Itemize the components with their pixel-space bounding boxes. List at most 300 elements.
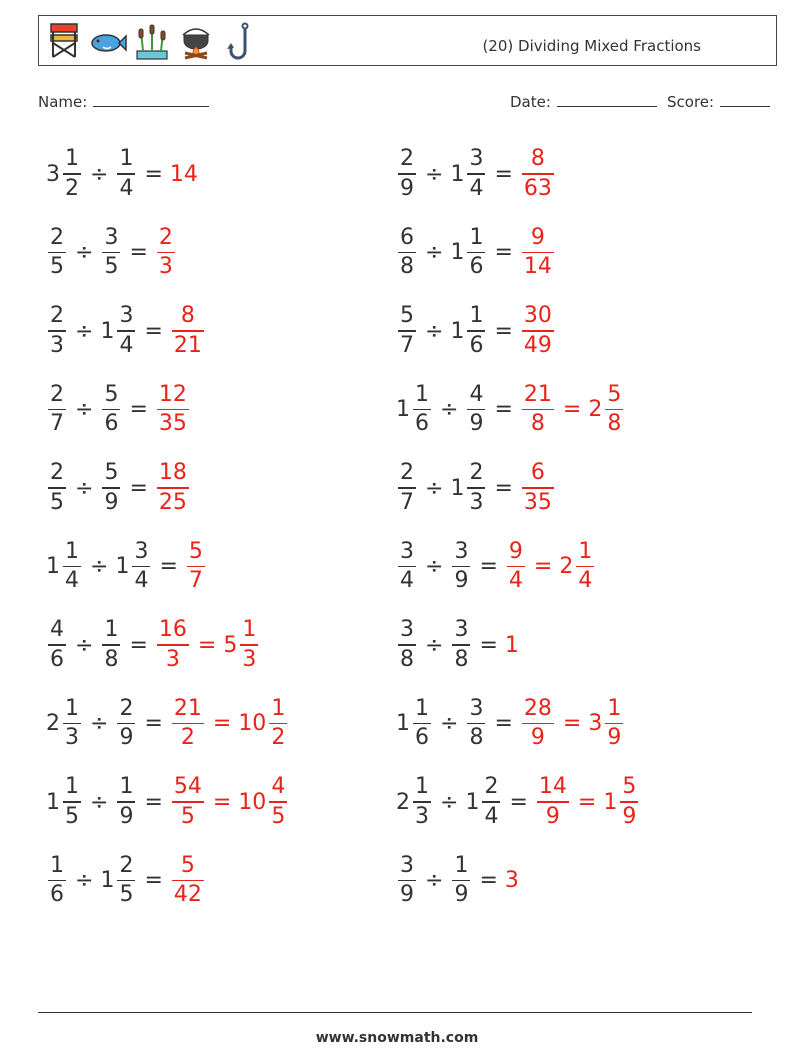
divide-sign: ÷ (425, 240, 444, 265)
denominator: 25 (158, 489, 187, 515)
denominator: 2 (271, 725, 286, 751)
fish-icon (89, 21, 127, 61)
denominator: 8 (530, 411, 545, 437)
numerator: 2 (119, 852, 134, 878)
answer (155, 381, 191, 437)
numerator: 1 (607, 695, 622, 721)
date-blank[interactable] (557, 92, 657, 107)
fraction (117, 776, 135, 828)
denominator: 9 (607, 725, 622, 751)
divide-sign: ÷ (425, 868, 444, 893)
numerator: 5 (400, 303, 414, 329)
denominator: 7 (400, 489, 414, 515)
divisor (450, 538, 472, 594)
fraction (48, 224, 66, 280)
denominator: 3 (50, 332, 64, 358)
denominator: 5 (271, 803, 286, 829)
whole-number: 1 (46, 789, 60, 815)
dividend (396, 852, 418, 908)
denominator: 6 (104, 411, 119, 437)
answer-equals-sign: = (533, 554, 553, 579)
whole-number: 3 (504, 868, 519, 893)
denominator: 9 (400, 882, 414, 908)
equals-sign: = (479, 632, 498, 658)
numerator: 4 (469, 381, 484, 407)
fraction (398, 852, 416, 908)
dividend (46, 462, 68, 514)
numerator: 1 (469, 303, 484, 329)
fraction (63, 148, 81, 200)
problem-16 (396, 689, 625, 759)
answer-equals-sign: = (577, 789, 597, 815)
whole-number: 3 (588, 711, 603, 736)
fraction (132, 538, 150, 594)
answer (170, 852, 206, 908)
numerator: 3 (454, 617, 469, 643)
score-blank[interactable] (720, 92, 770, 107)
equals-sign: = (144, 161, 163, 187)
fraction (413, 381, 431, 437)
problem-15 (46, 689, 289, 759)
fraction (157, 619, 189, 671)
denominator: 3 (65, 725, 79, 751)
numerator: 2 (119, 695, 134, 721)
whole-number: 1 (603, 789, 618, 815)
numerator: 2 (50, 381, 64, 407)
fraction (398, 224, 416, 280)
denominator: 14 (523, 254, 552, 280)
denominator: 4 (119, 175, 134, 201)
numerator: 30 (523, 303, 552, 329)
numerator: 1 (65, 774, 79, 800)
whole-number: 5 (223, 632, 238, 658)
divisor (100, 381, 122, 437)
denominator: 21 (173, 332, 202, 358)
denominator: 5 (50, 489, 64, 515)
numerator: 1 (119, 774, 134, 800)
numerator: 3 (400, 852, 414, 878)
denominator: 3 (415, 803, 429, 829)
numerator: 8 (180, 303, 195, 329)
divide-sign: ÷ (75, 318, 94, 344)
divisor (100, 619, 122, 671)
whole-number: 1 (115, 554, 130, 579)
problem-20 (396, 846, 520, 916)
answer-mixed (603, 776, 640, 828)
fraction (102, 224, 120, 280)
name-blank[interactable] (93, 92, 209, 107)
fraction (398, 305, 416, 357)
dividend (46, 852, 68, 908)
fraction (269, 776, 287, 828)
numerator: 3 (400, 538, 414, 564)
denominator: 35 (523, 489, 552, 515)
answer (520, 381, 556, 437)
denominator: 5 (50, 254, 64, 280)
numerator: 6 (530, 460, 545, 486)
numerator: 1 (242, 617, 257, 643)
answer (505, 633, 520, 658)
fraction (157, 462, 189, 514)
numerator: 2 (484, 774, 499, 800)
divisor (450, 619, 472, 671)
worksheet-title: (20) Dividing Mixed Fractions (482, 37, 701, 55)
answer (520, 695, 556, 751)
denominator: 7 (50, 411, 64, 437)
fraction (398, 148, 416, 200)
divide-sign: ÷ (75, 240, 94, 265)
dividend (396, 538, 418, 594)
equals-sign: = (494, 711, 513, 736)
whole-number: 1 (504, 632, 519, 658)
numerator: 4 (271, 774, 286, 800)
numerator: 8 (530, 146, 545, 172)
name-field (38, 92, 209, 111)
whole-number: 1 (100, 318, 115, 344)
dividend (46, 224, 68, 280)
equals-sign: = (159, 554, 178, 579)
denominator: 5 (104, 254, 119, 280)
problem-1 (46, 139, 199, 209)
fraction (620, 776, 638, 828)
dividend (396, 381, 433, 437)
equals-sign: = (494, 397, 513, 422)
numerator: 1 (65, 695, 79, 721)
whole-number: 1 (396, 397, 410, 422)
numerator: 6 (400, 224, 414, 250)
fraction (467, 224, 485, 280)
divisor (100, 305, 137, 357)
name-label: Name: (38, 93, 88, 111)
problem-2 (396, 139, 556, 209)
numerator: 18 (158, 460, 187, 486)
score-label: Score: (667, 93, 715, 111)
equals-sign: = (144, 318, 163, 344)
problem-12 (396, 532, 596, 602)
answer (520, 305, 556, 357)
numerator: 2 (400, 146, 414, 172)
divide-sign: ÷ (425, 554, 444, 579)
numerator: 5 (180, 852, 195, 878)
equals-sign: = (509, 789, 528, 815)
denominator: 5 (65, 803, 79, 829)
dividend (46, 619, 68, 671)
answer (155, 224, 177, 280)
numerator: 1 (65, 146, 79, 172)
dividend (396, 148, 418, 200)
numerator: 5 (188, 538, 203, 564)
denominator: 6 (469, 332, 484, 358)
numerator: 2 (158, 224, 173, 250)
denominator: 4 (484, 803, 499, 829)
numerator: 14 (538, 774, 567, 800)
fraction (48, 852, 66, 908)
numerator: 54 (173, 774, 202, 800)
denominator: 7 (400, 332, 414, 358)
divide-sign: ÷ (75, 868, 94, 893)
divisor (450, 852, 472, 908)
whole-number: 14 (169, 161, 198, 187)
denominator: 6 (50, 646, 64, 672)
fraction (48, 381, 66, 437)
fraction (507, 538, 525, 594)
denominator: 3 (469, 489, 484, 515)
divide-sign: ÷ (440, 711, 459, 736)
denominator: 42 (173, 882, 202, 908)
numerator: 1 (104, 617, 119, 643)
divisor (465, 695, 487, 751)
fraction (117, 852, 135, 908)
divide-sign: ÷ (75, 632, 94, 658)
numerator: 21 (173, 695, 202, 721)
whole-number: 2 (46, 711, 60, 736)
numerator: 3 (104, 224, 119, 250)
fraction (522, 305, 554, 357)
numerator: 1 (119, 146, 134, 172)
numerator: 2 (50, 460, 64, 486)
denominator: 9 (104, 489, 119, 515)
numerator: 2 (469, 460, 484, 486)
divisor (115, 148, 137, 200)
answer (170, 776, 206, 828)
answer (535, 776, 571, 828)
fraction (48, 305, 66, 357)
equals-sign: = (129, 632, 148, 658)
numerator: 1 (271, 695, 286, 721)
answer-mixed (588, 695, 625, 751)
numerator: 1 (415, 774, 429, 800)
numerator: 2 (400, 460, 414, 486)
denominator: 7 (188, 568, 203, 594)
answer (155, 462, 191, 514)
fraction (413, 776, 431, 828)
dividend (396, 695, 433, 751)
denominator: 4 (469, 175, 484, 201)
fraction (413, 695, 431, 751)
divisor (115, 538, 152, 594)
denominator: 4 (119, 332, 134, 358)
denominator: 9 (119, 803, 134, 829)
denominator: 49 (523, 332, 552, 358)
denominator: 6 (415, 411, 429, 437)
fraction (522, 148, 554, 200)
whole-number: 1 (450, 240, 465, 265)
numerator: 1 (65, 538, 79, 564)
answer (505, 868, 520, 893)
divide-sign: ÷ (75, 475, 94, 501)
divisor (100, 852, 137, 908)
numerator: 2 (50, 303, 64, 329)
answer-equals-sign: = (212, 789, 232, 815)
numerator: 1 (578, 538, 593, 564)
fraction (398, 538, 416, 594)
whole-number: 1 (46, 554, 60, 579)
answer (520, 462, 556, 514)
whole-number: 1 (450, 161, 465, 187)
fraction (522, 381, 554, 437)
denominator: 2 (65, 175, 79, 201)
campfire-pot-icon (177, 21, 215, 61)
denominator: 3 (242, 646, 257, 672)
whole-number: 2 (396, 789, 410, 815)
fraction (157, 224, 175, 280)
whole-number: 10 (238, 789, 267, 815)
denominator: 5 (180, 803, 195, 829)
answer (520, 224, 556, 280)
problem-10 (396, 453, 556, 523)
answer (155, 619, 191, 671)
denominator: 9 (454, 882, 469, 908)
divide-sign: ÷ (425, 161, 444, 187)
answer-equals-sign: = (562, 711, 582, 736)
fraction (398, 462, 416, 514)
numerator: 9 (508, 538, 523, 564)
fraction (172, 695, 204, 751)
numerator: 3 (469, 146, 484, 172)
denominator: 8 (104, 646, 119, 672)
dividend (396, 462, 418, 514)
divide-sign: ÷ (90, 161, 109, 187)
date-label: Date: (510, 93, 551, 111)
answer-mixed (223, 619, 260, 671)
answer-mixed (238, 695, 289, 751)
divisor (450, 305, 487, 357)
denominator: 9 (454, 568, 469, 594)
fraction (102, 462, 120, 514)
problem-5 (46, 296, 206, 366)
divide-sign: ÷ (90, 554, 109, 579)
problem-11 (46, 532, 207, 602)
fraction (467, 381, 485, 437)
denominator: 35 (158, 411, 187, 437)
equals-sign: = (494, 240, 513, 265)
numerator: 12 (158, 381, 187, 407)
denominator: 3 (165, 646, 180, 672)
denominator: 9 (545, 803, 560, 829)
numerator: 5 (104, 460, 119, 486)
answer (520, 148, 556, 200)
whole-number: 1 (465, 789, 480, 815)
denominator: 8 (400, 646, 414, 672)
fraction (240, 619, 258, 671)
divisor (465, 776, 502, 828)
numerator: 4 (50, 617, 64, 643)
answer-equals-sign: = (562, 397, 582, 422)
fraction (269, 695, 287, 751)
numerator: 5 (622, 774, 637, 800)
denominator: 6 (469, 254, 484, 280)
equals-sign: = (479, 868, 498, 893)
whole-number: 2 (559, 554, 574, 579)
equals-sign: = (129, 240, 148, 265)
equals-sign: = (129, 397, 148, 422)
fraction (522, 224, 554, 280)
numerator: 28 (523, 695, 552, 721)
numerator: 3 (469, 695, 484, 721)
answer-mixed (559, 538, 596, 594)
numerator: 3 (400, 617, 414, 643)
numerator: 3 (454, 538, 469, 564)
divide-sign: ÷ (75, 397, 94, 422)
numerator: 21 (523, 381, 552, 407)
dividend (46, 381, 68, 437)
date-field (510, 92, 657, 111)
cattails-icon (133, 21, 171, 61)
denominator: 8 (469, 725, 484, 751)
denominator: 4 (508, 568, 523, 594)
fraction (452, 538, 470, 594)
problem-19 (46, 846, 206, 916)
problem-17 (46, 767, 289, 837)
answer-equals-sign: = (212, 711, 232, 736)
answer (170, 695, 206, 751)
fraction (63, 776, 81, 828)
denominator: 8 (400, 254, 414, 280)
denominator: 5 (119, 882, 134, 908)
denominator: 8 (454, 646, 469, 672)
fraction (522, 462, 554, 514)
denominator: 9 (622, 803, 637, 829)
fraction (576, 538, 594, 594)
fraction (398, 619, 416, 671)
equals-sign: = (494, 475, 513, 501)
divide-sign: ÷ (90, 711, 109, 736)
divide-sign: ÷ (440, 789, 459, 815)
fraction (467, 695, 485, 751)
whole-number: 1 (450, 475, 465, 501)
problem-6 (396, 296, 556, 366)
whole-number: 1 (100, 868, 115, 893)
dividend (46, 776, 83, 828)
equals-sign: = (479, 554, 498, 579)
dividend (396, 305, 418, 357)
dividend (46, 148, 83, 200)
denominator: 9 (119, 725, 134, 751)
fraction (102, 381, 120, 437)
fraction (63, 538, 81, 594)
dividend (46, 695, 83, 751)
denominator: 4 (134, 568, 149, 594)
divide-sign: ÷ (440, 397, 459, 422)
answer (505, 538, 527, 594)
dividend (396, 619, 418, 671)
divisor (450, 148, 487, 200)
divisor (100, 224, 122, 280)
denominator: 6 (415, 725, 429, 751)
answer-mixed (588, 381, 625, 437)
equals-sign: = (144, 868, 163, 893)
fraction (172, 852, 204, 908)
numerator: 1 (415, 695, 429, 721)
fraction (117, 305, 135, 357)
fraction (63, 695, 81, 751)
answer (170, 162, 199, 187)
numerator: 1 (454, 852, 469, 878)
denominator: 4 (578, 568, 593, 594)
problem-4 (396, 218, 556, 288)
dividend (46, 305, 68, 357)
divide-sign: ÷ (425, 318, 444, 344)
score-field (667, 92, 770, 111)
denominator: 4 (400, 568, 414, 594)
divide-sign: ÷ (425, 632, 444, 658)
problem-7 (46, 375, 191, 445)
fraction (48, 619, 66, 671)
numerator: 3 (119, 303, 134, 329)
footer-url: www.snowmath.com (315, 1030, 479, 1046)
answer-mixed (238, 776, 289, 828)
dividend (396, 776, 433, 828)
